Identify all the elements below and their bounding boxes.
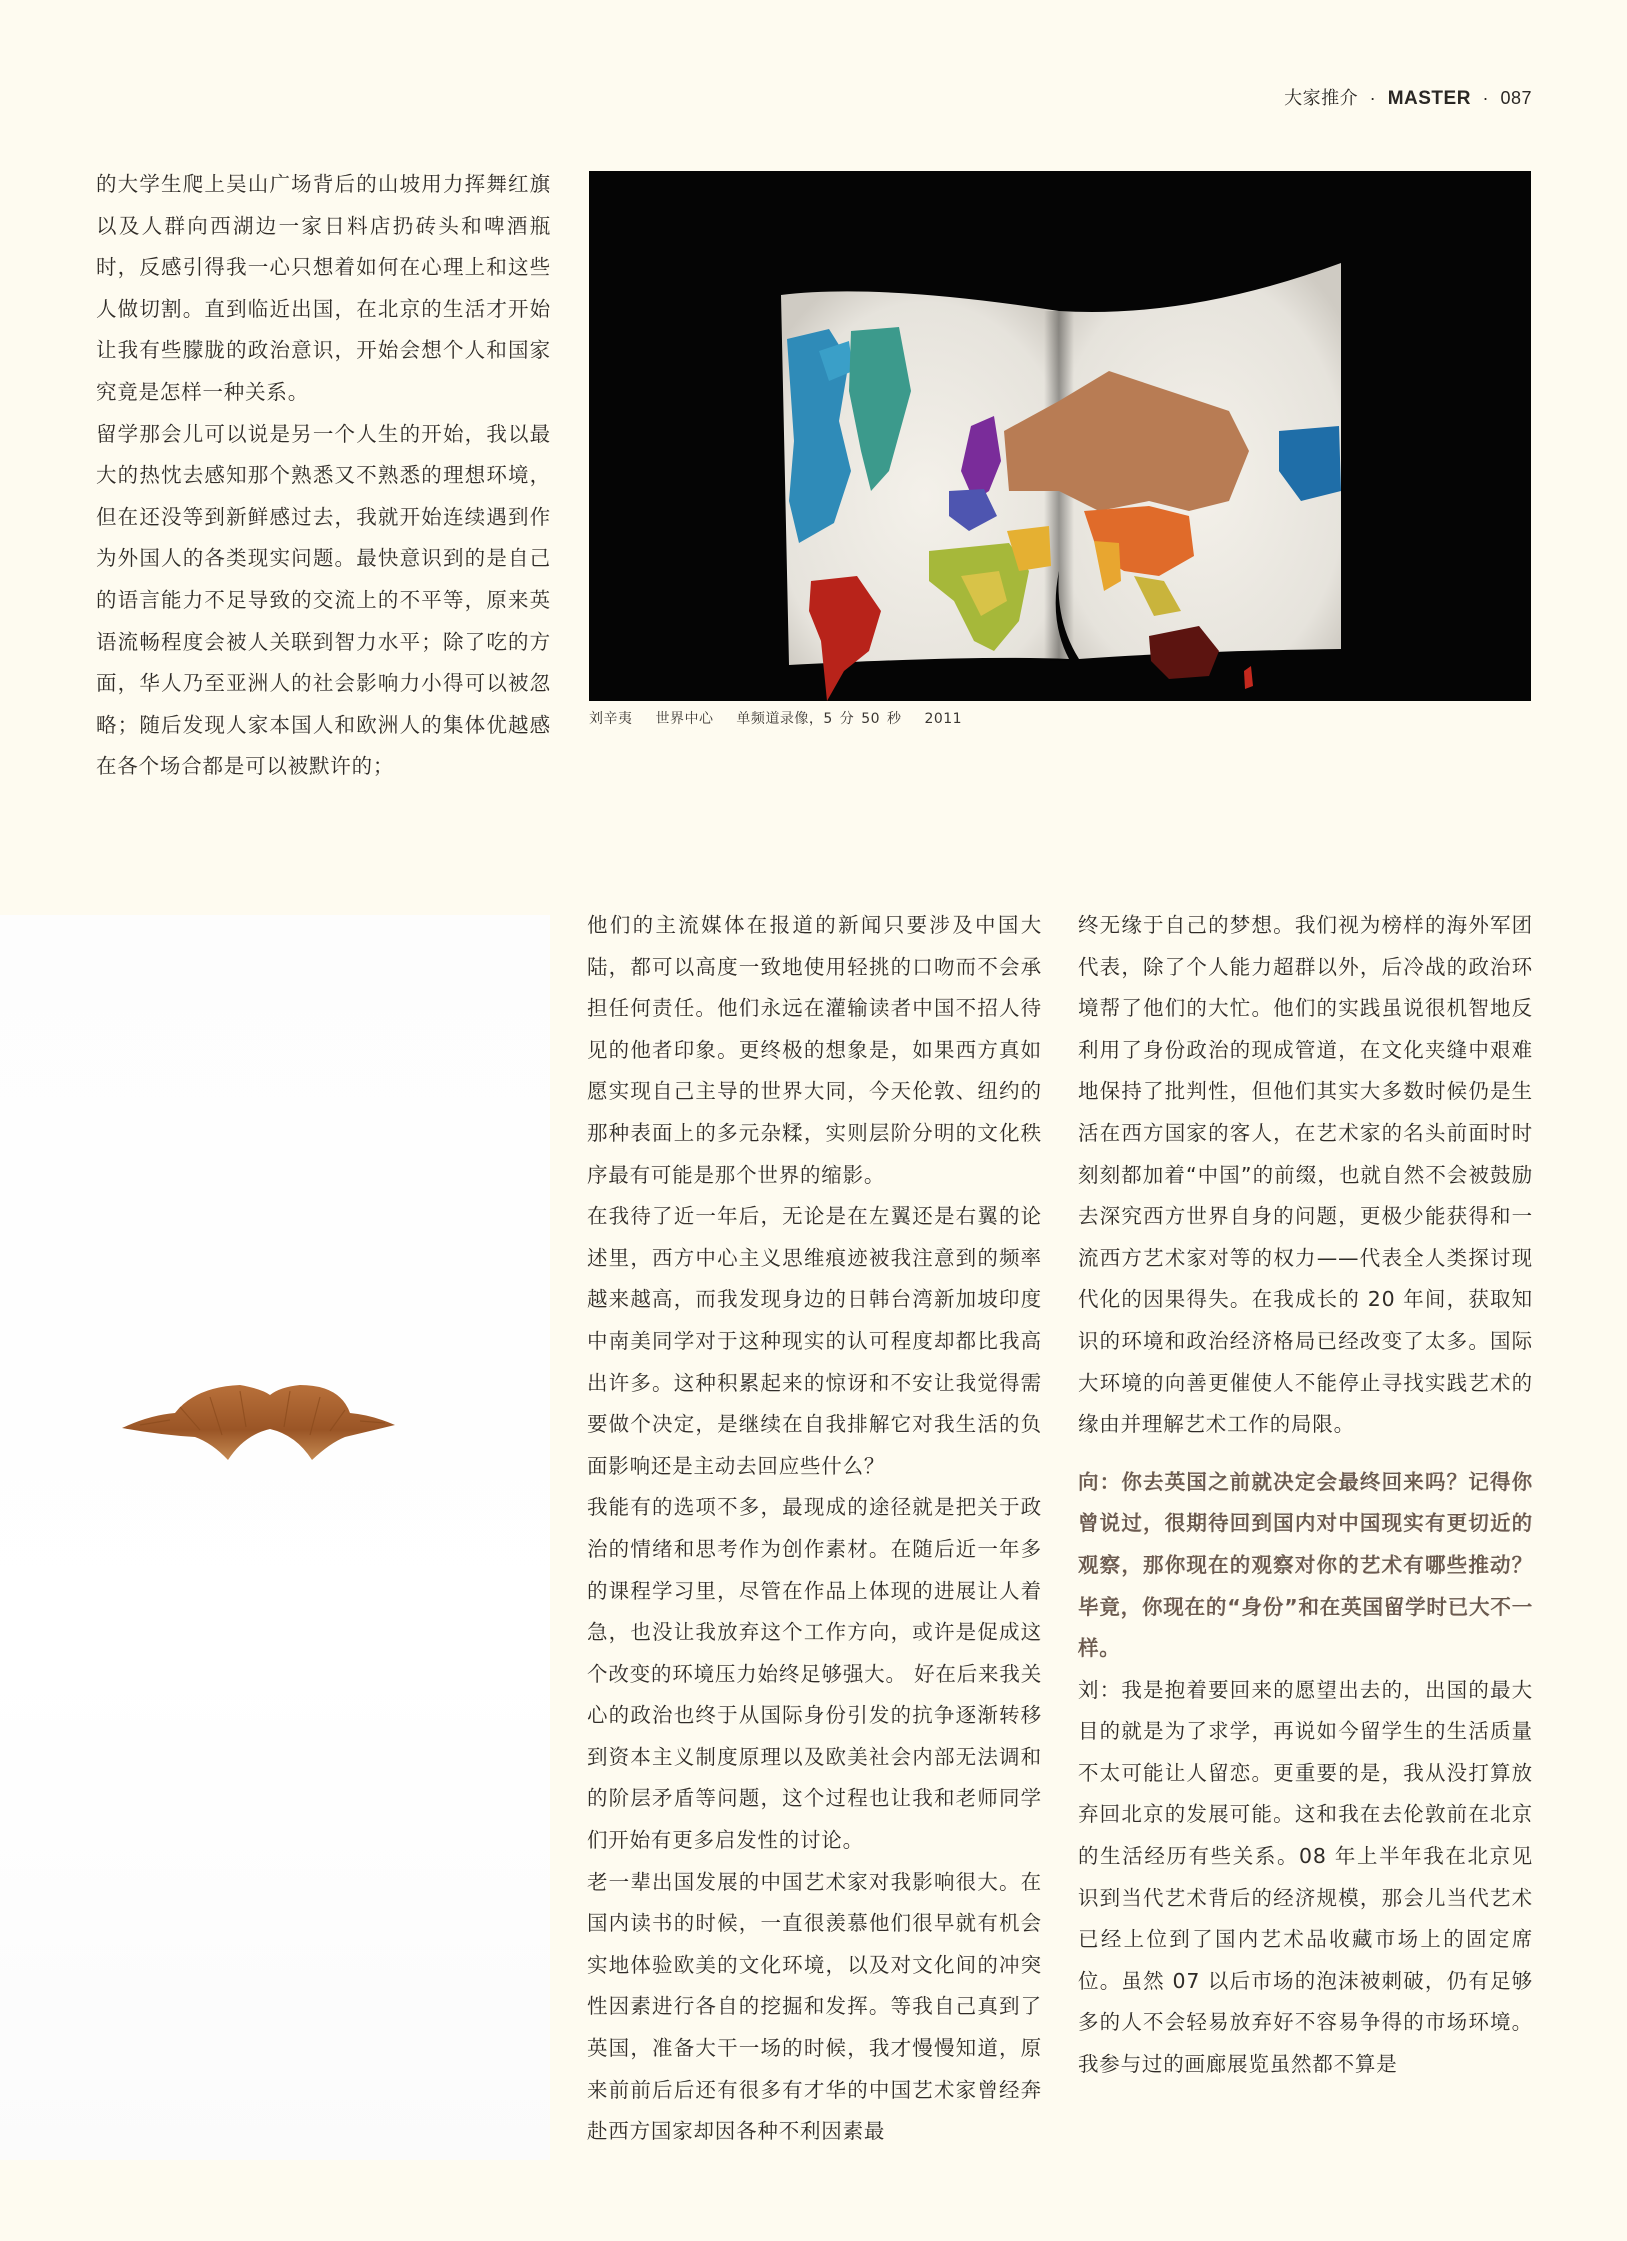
paragraph: 他们的主流媒体在报道的新闻只要涉及中国大陆，都可以高度一致地使用轻挑的口吻而不会承担任何责任。他们永远在灌输读者中国不招人待见的他者印象。更终极的想象是，如果西方真如愿实现自己主导的世界大同，今天伦敦、纽约的那种表面上的多元杂糅，实则层阶分明的文化秩序最有可能是那个世界的缩影。 bbox=[587, 913, 1042, 1187]
section-label: 大家推介 bbox=[1284, 88, 1359, 108]
figure-caption bbox=[589, 708, 978, 728]
spacer bbox=[1078, 1446, 1533, 1462]
left-column-text bbox=[96, 164, 551, 788]
world-map-artwork-image bbox=[589, 171, 1531, 701]
caption-year: 2011 bbox=[924, 711, 963, 727]
page-number: 087 bbox=[1500, 88, 1532, 108]
paragraph: 留学那会儿可以说是另一个人生的开始，我以最大的热忱去感知那个熟悉又不熟悉的理想环境，但在还没等到新鲜感过去，我就开始连续遇到作为外国人的各类现实问题。最快意识到的是自己的语言能力不足导致的交流上的不平等，原来英语流畅程度会被人关联到智力水平；除了吃的方面，华人乃至亚洲人的社会影响力小得可以被忽略；随后发现人家本国人和欧洲人的集体优越感在各个场合都是可以被默许的； bbox=[96, 421, 551, 779]
right-column-text bbox=[1078, 905, 1533, 2086]
paragraph: 我能有的选项不多，最现成的途径就是把关于政治的情绪和思考作为创作素材。在随后近一年多的课程学习里，尽管在作品上体现的进展让人着急，也没让我放弃这个工作方向，或许是促成这个改变的环境压力始终足够强大。 好在后来我关心的政治也终于从国际身份引发的抗争逐渐转移到资本主义制度原理以及欧美社会内部无法调和的阶层矛盾等问题，这个过程也让我和老师同学们开始有更多启发性的讨论。 bbox=[587, 1495, 1042, 1853]
paragraph: 的大学生爬上吴山广场背后的山坡用力挥舞红旗以及人群向西湖边一家日料店扔砖头和啤酒瓶时，反感引得我一心只想着如何在心理上和这些人做切割。直到临近出国，在北京的生活才开始让我有些朦胧的政治意识，开始会想个人和国家究竟是怎样一种关系。 bbox=[96, 172, 551, 404]
magazine-name: MASTER bbox=[1387, 88, 1471, 109]
separator-dot: · bbox=[1482, 88, 1489, 108]
paragraph: 老一辈出国发展的中国艺术家对我影响很大。在国内读书的时候，一直很羡慕他们很早就有机会实地体验欧美的文化环境，以及对文化间的冲突性因素进行各自的挖掘和发挥。等我自己真到了英国，准备大干一场的时候，我才慢慢知道，原来前前后后还有很多有才华的中国艺术家曾经奔赴西方国家却因各种不利因素最 bbox=[587, 1869, 1042, 2144]
interview-question: 向：你去英国之前就决定会最终回来吗？记得你曾说过，很期待回到国内对中国现实有更切近的观察，那你现在的观察对你的艺术有哪些推动？毕竟，你现在的“身份”和在英国留学时已大不一样。 bbox=[1078, 1469, 1533, 1661]
caption-medium: 单频道录像，5 分 50 秒 bbox=[736, 711, 902, 727]
caption-title: 世界中心 bbox=[655, 711, 714, 727]
world-map-projection-icon bbox=[589, 171, 1531, 701]
separator-dot: · bbox=[1369, 88, 1377, 108]
paragraph: 终无缘于自己的梦想。我们视为榜样的海外军团代表，除了个人能力超群以外，后冷战的政治环境帮了他们的大忙。他们的实践虽说很机智地反利用了身份政治的现成管道，在文化夹缝中艰难地保持了批判性，但他们其实大多数时候仍是生活在西方国家的客人，在艺术家的名头前面时时刻刻都加着“中国”的前缀，也就自然不会被鼓励去深究西方世界自身的问题，更极少能获得和一流西方艺术家对等的权力——代表全人类探讨现代化的因果得失。在我成长的 20 年间，获取知识的环境和政治经济格局已经改变了太多。国际大环境的向善更催使人不能停止寻找实践艺术的缘由并理解艺术工作的局限。 bbox=[1078, 913, 1533, 1437]
caption-artist: 刘辛夷 bbox=[589, 711, 633, 727]
paragraph: 在我待了近一年后，无论是在左翼还是右翼的论述里，西方中心主义思维痕迹被我注意到的频率越来越高，而我发现身边的日韩台湾新加坡印度中南美同学对于这种现实的认可程度却都比我高出许多。这种积累起来的惊讶和不安让我觉得需要做个决定，是继续在自我排解它对我生活的负面影响还是主动去回应些什么？ bbox=[587, 1204, 1042, 1478]
mustache-artwork-image bbox=[0, 915, 550, 2160]
middle-column-text bbox=[587, 905, 1042, 2153]
interview-answer: 刘：我是抱着要回来的愿望出去的，出国的最大目的就是为了求学，再说如今留学生的生活质量不太可能让人留恋。更重要的是，我从没打算放弃回北京的发展可能。这和我在去伦敦前在北京的生活经历有些关系。08 年上半年我在北京见识到当代艺术背后的经济规模，那会儿当代艺术已经上位到了国内艺术品收藏市场上的固定席位。虽然 07 以后市场的泡沫被刺破，仍有足够多的人不会轻易放弃好不容易争得的市场环境。我参与过的画廊展览虽然都不算是 bbox=[1078, 1677, 1533, 2077]
mustache-icon bbox=[0, 915, 550, 2160]
running-head bbox=[1284, 84, 1532, 110]
